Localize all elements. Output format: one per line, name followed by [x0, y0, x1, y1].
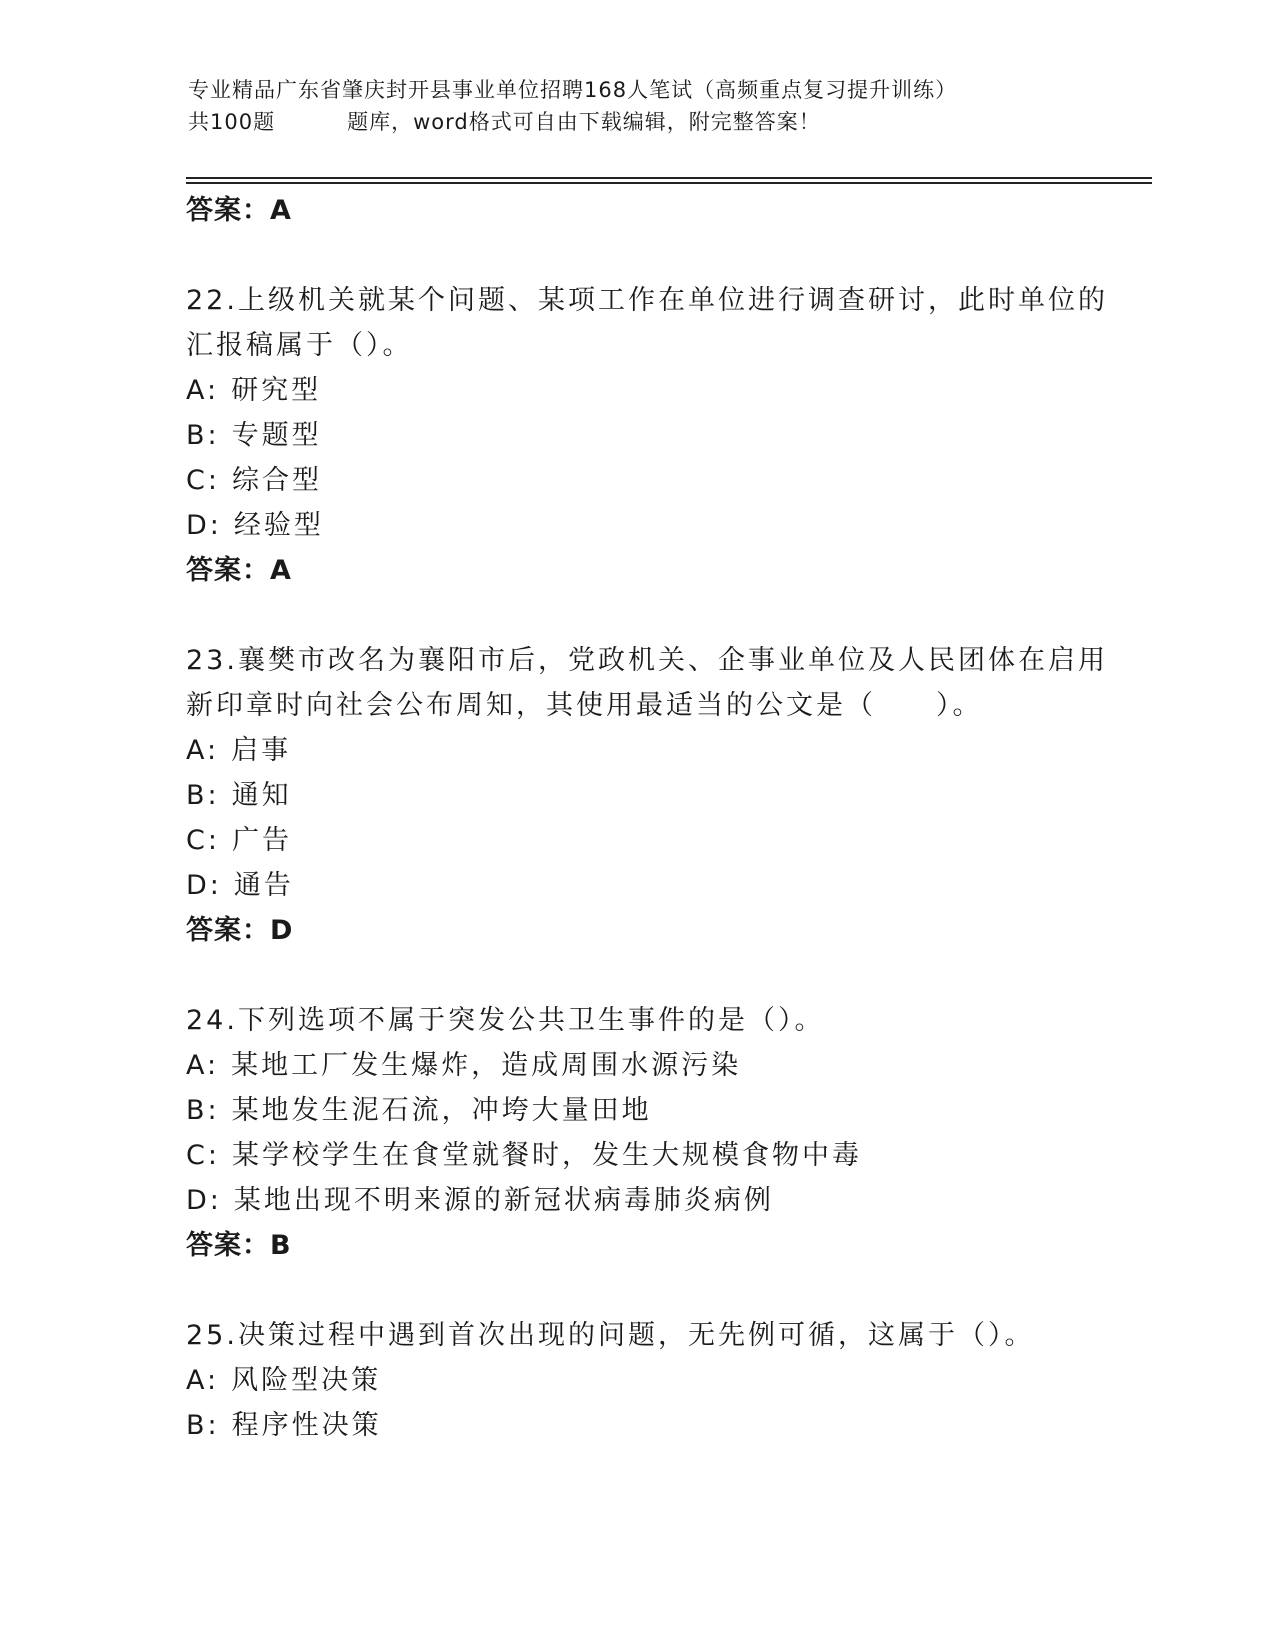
- option-a: [186, 368, 1146, 413]
- option-key: A:: [186, 375, 220, 406]
- option-a: [186, 1043, 1146, 1088]
- option-b: [186, 1403, 1146, 1448]
- option-text: 通知: [231, 780, 292, 811]
- previous-answer: 答案：A: [186, 195, 292, 226]
- option-key: C:: [186, 465, 220, 496]
- option-key: A:: [186, 1050, 220, 1081]
- answer-label: 答案：B: [186, 1230, 292, 1261]
- document-header: [188, 74, 1088, 138]
- option-key: C:: [186, 825, 220, 856]
- option-key: B:: [186, 780, 220, 811]
- question-stem-line: 22.上级机关就某个问题、某项工作在单位进行调查研讨，此时单位的: [186, 285, 1108, 316]
- option-d: [186, 863, 1146, 908]
- option-key: B:: [186, 1095, 220, 1126]
- answer-label: 答案：A: [186, 555, 292, 586]
- option-text: 启事: [231, 735, 292, 766]
- answer-label: 答案：D: [186, 915, 294, 946]
- header-divider-bottom: [186, 182, 1152, 184]
- option-text: 程序性决策: [231, 1410, 382, 1441]
- option-text: 某地发生泥石流，冲垮大量田地: [231, 1095, 652, 1126]
- header-subtitle-line: [188, 106, 1088, 138]
- option-d: [186, 1178, 1146, 1223]
- question-stem-line: 25.决策过程中遇到首次出现的问题，无先例可循，这属于（）。: [186, 1320, 1035, 1351]
- question-stem-line: 新印章时向社会公布周知，其使用最适当的公文是（ ）。: [186, 690, 983, 721]
- option-key: B:: [186, 1410, 220, 1441]
- question-block: [186, 638, 1146, 953]
- option-text: 经验型: [233, 510, 324, 541]
- question-stem-line: 23.襄樊市改名为襄阳市后，党政机关、企事业单位及人民团体在启用: [186, 645, 1108, 676]
- header-format-note: 题库，word格式可自由下载编辑，附完整答案！: [347, 110, 821, 134]
- question-stem-line: 汇报稿属于（）。: [186, 330, 413, 361]
- option-key: C:: [186, 1140, 220, 1171]
- option-text: 风险型决策: [231, 1365, 382, 1396]
- option-text: 广告: [231, 825, 292, 856]
- option-key: D:: [186, 1185, 222, 1216]
- option-key: D:: [186, 510, 222, 541]
- question-content: [186, 188, 1146, 1448]
- option-text: 研究型: [231, 375, 322, 406]
- option-text: 某地工厂发生爆炸，造成周围水源污染: [231, 1050, 742, 1081]
- option-text: 专题型: [231, 420, 322, 451]
- option-b: [186, 773, 1146, 818]
- header-title-line: 专业精品广东省肇庆封开县事业单位招聘168人笔试（高频重点复习提升训练）: [188, 78, 958, 102]
- header-question-count: 共100题: [188, 110, 276, 134]
- option-d: [186, 503, 1146, 548]
- option-text: 综合型: [231, 465, 322, 496]
- option-a: [186, 1358, 1146, 1403]
- option-key: D:: [186, 870, 222, 901]
- question-stem-line: 24.下列选项不属于突发公共卫生事件的是（）。: [186, 1005, 825, 1036]
- option-key: A:: [186, 1365, 220, 1396]
- question-block: [186, 998, 1146, 1268]
- question-block: [186, 278, 1146, 593]
- option-c: [186, 458, 1146, 503]
- question-block: [186, 1313, 1146, 1448]
- option-text: 某学校学生在食堂就餐时，发生大规模食物中毒: [231, 1140, 862, 1171]
- option-key: B:: [186, 420, 220, 451]
- option-text: 通告: [233, 870, 294, 901]
- option-a: [186, 728, 1146, 773]
- option-b: [186, 413, 1146, 458]
- option-key: A:: [186, 735, 220, 766]
- option-c: [186, 818, 1146, 863]
- option-b: [186, 1088, 1146, 1133]
- header-divider-top: [186, 177, 1152, 179]
- option-c: [186, 1133, 1146, 1178]
- option-text: 某地出现不明来源的新冠状病毒肺炎病例: [233, 1185, 774, 1216]
